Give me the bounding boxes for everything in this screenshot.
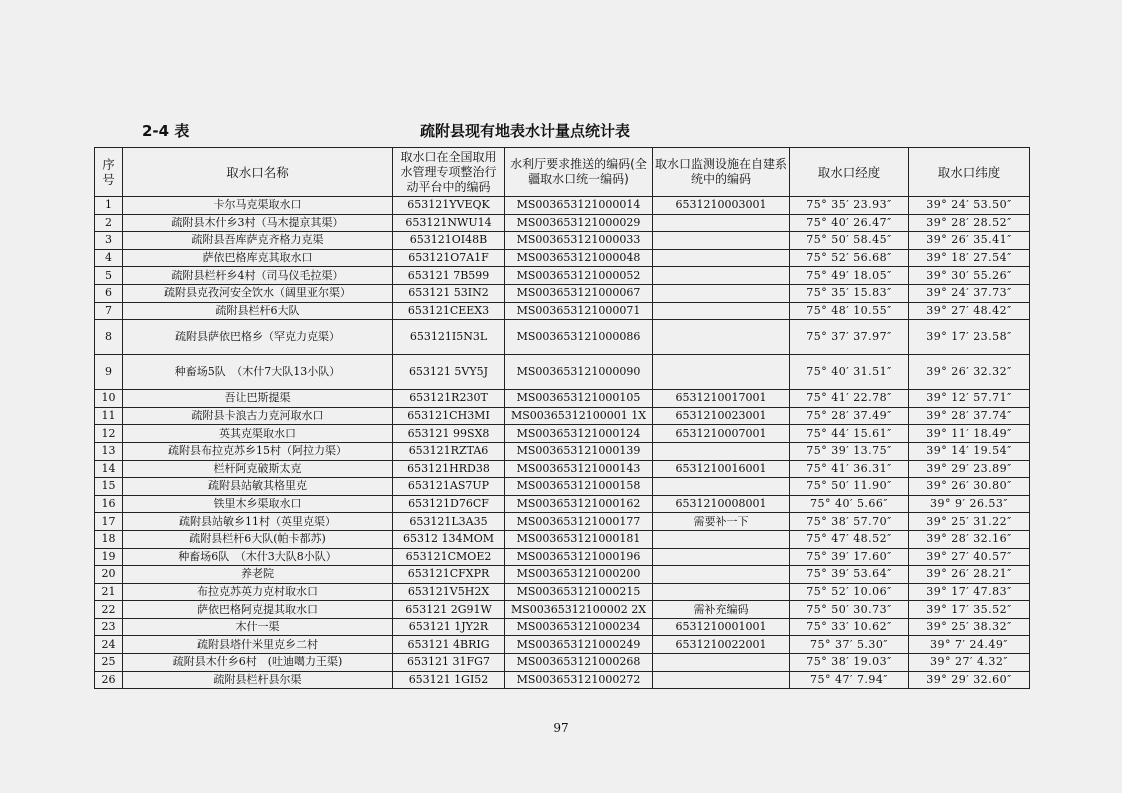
cell-national-code: 653121 2G91W xyxy=(393,601,505,619)
cell-self-code: 需要补一下 xyxy=(653,513,790,531)
table-row xyxy=(95,249,1030,267)
cell-longitude: 75° 28′ 37.49″ xyxy=(790,407,909,425)
cell-self-code: 6531210003001 xyxy=(653,197,790,215)
cell-national-code: 653121V5H2X xyxy=(393,583,505,601)
cell-national-code: 653121NWU14 xyxy=(393,214,505,232)
cell-dept-code: MS003653121000105 xyxy=(505,390,653,408)
cell-dept-code: MS003653121000272 xyxy=(505,671,653,689)
cell-intake-name: 疏附县塔什米里克乡二村 xyxy=(123,636,393,654)
cell-longitude: 75° 50′ 58.45″ xyxy=(790,232,909,250)
cell-national-code: 653121 1GI52 xyxy=(393,671,505,689)
table-row xyxy=(95,601,1030,619)
cell-self-code xyxy=(653,583,790,601)
cell-latitude: 39° 9′ 26.53″ xyxy=(909,495,1030,513)
cell-national-code: 653121D76CF xyxy=(393,495,505,513)
cell-dept-code: MS003653121000200 xyxy=(505,566,653,584)
table-row xyxy=(95,355,1030,390)
cell-national-code: 653121 5VY5J xyxy=(393,355,505,390)
cell-dept-code: MS003653121000124 xyxy=(505,425,653,443)
cell-intake-name: 疏附县木什乡6村 (吐迪噶力王渠) xyxy=(123,654,393,672)
cell-intake-name: 疏附县站敏其格里克 xyxy=(123,478,393,496)
cell-row-index: 14 xyxy=(95,460,123,478)
cell-intake-name: 种畜场5队 （木什7大队13小队） xyxy=(123,355,393,390)
cell-intake-name: 萨依巴格库克其取水口 xyxy=(123,249,393,267)
cell-row-index: 2 xyxy=(95,214,123,232)
cell-national-code: 653121AS7UP xyxy=(393,478,505,496)
cell-longitude: 75° 41′ 22.78″ xyxy=(790,390,909,408)
cell-national-code: 653121CEEX3 xyxy=(393,302,505,320)
table-row xyxy=(95,390,1030,408)
cell-self-code xyxy=(653,355,790,390)
header-row xyxy=(95,148,1030,197)
cell-intake-name: 木什一渠 xyxy=(123,618,393,636)
column-header-name: 取水口名称 xyxy=(123,148,393,197)
cell-latitude: 39° 28′ 32.16″ xyxy=(909,530,1030,548)
cell-national-code: 653121RZTA6 xyxy=(393,442,505,460)
cell-self-code xyxy=(653,548,790,566)
cell-dept-code: MS003653121000177 xyxy=(505,513,653,531)
table-row xyxy=(95,636,1030,654)
cell-national-code: 653121R230T xyxy=(393,390,505,408)
table-row xyxy=(95,320,1030,355)
cell-self-code xyxy=(653,530,790,548)
table-row xyxy=(95,302,1030,320)
cell-self-code xyxy=(653,284,790,302)
table-number: 2-4 表 xyxy=(142,122,190,140)
cell-intake-name: 疏附县栏杆乡4村（司马仪毛拉渠） xyxy=(123,267,393,285)
column-header-index: 序号 xyxy=(95,148,123,197)
cell-intake-name: 英其克渠取水口 xyxy=(123,425,393,443)
cell-national-code: 653121 53IN2 xyxy=(393,284,505,302)
cell-national-code: 653121 4BRIG xyxy=(393,636,505,654)
cell-national-code: 653121YVEQK xyxy=(393,197,505,215)
cell-latitude: 39° 25′ 31.22″ xyxy=(909,513,1030,531)
cell-intake-name: 疏附县萨依巴格乡（罕克力克渠） xyxy=(123,320,393,355)
cell-row-index: 1 xyxy=(95,197,123,215)
table-row xyxy=(95,214,1030,232)
cell-row-index: 3 xyxy=(95,232,123,250)
cell-row-index: 13 xyxy=(95,442,123,460)
cell-longitude: 75° 39′ 13.75″ xyxy=(790,442,909,460)
cell-latitude: 39° 29′ 32.60″ xyxy=(909,671,1030,689)
cell-national-code: 653121 99SX8 xyxy=(393,425,505,443)
cell-longitude: 75° 48′ 10.55″ xyxy=(790,302,909,320)
cell-row-index: 22 xyxy=(95,601,123,619)
cell-intake-name: 铁里木乡渠取水口 xyxy=(123,495,393,513)
table-row xyxy=(95,425,1030,443)
table-row xyxy=(95,654,1030,672)
table-row xyxy=(95,232,1030,250)
cell-self-code xyxy=(653,302,790,320)
cell-dept-code: MS003653121000215 xyxy=(505,583,653,601)
cell-row-index: 6 xyxy=(95,284,123,302)
cell-dept-code: MS003653121000014 xyxy=(505,197,653,215)
cell-latitude: 39° 24′ 37.73″ xyxy=(909,284,1030,302)
cell-national-code: 653121CH3MI xyxy=(393,407,505,425)
cell-latitude: 39° 7′ 24.49″ xyxy=(909,636,1030,654)
cell-intake-name: 疏附县站敏乡11村（英里克渠） xyxy=(123,513,393,531)
table-title: 疏附县现有地表水计量点统计表 xyxy=(420,122,631,140)
cell-self-code: 6531210001001 xyxy=(653,618,790,636)
cell-self-code xyxy=(653,566,790,584)
cell-latitude: 39° 25′ 38.32″ xyxy=(909,618,1030,636)
cell-longitude: 75° 47′ 7.94″ xyxy=(790,671,909,689)
cell-row-index: 7 xyxy=(95,302,123,320)
page-number: 97 xyxy=(553,721,569,735)
cell-dept-code: MS003653121000052 xyxy=(505,267,653,285)
cell-row-index: 10 xyxy=(95,390,123,408)
cell-self-code: 6531210008001 xyxy=(653,495,790,513)
cell-dept-code: MS003653121000090 xyxy=(505,355,653,390)
cell-intake-name: 疏附县栏杆6大队(帕卡都苏) xyxy=(123,530,393,548)
cell-longitude: 75° 44′ 15.61″ xyxy=(790,425,909,443)
cell-intake-name: 疏附县卡浪古力克河取水口 xyxy=(123,407,393,425)
cell-self-code xyxy=(653,267,790,285)
table-row xyxy=(95,478,1030,496)
cell-self-code xyxy=(653,249,790,267)
cell-dept-code: MS003653121000181 xyxy=(505,530,653,548)
cell-latitude: 39° 26′ 32.32″ xyxy=(909,355,1030,390)
cell-intake-name: 卡尔马克渠取水口 xyxy=(123,197,393,215)
table-row xyxy=(95,495,1030,513)
cell-row-index: 23 xyxy=(95,618,123,636)
cell-latitude: 39° 27′ 4.32″ xyxy=(909,654,1030,672)
page-header xyxy=(0,120,1122,142)
cell-row-index: 21 xyxy=(95,583,123,601)
cell-row-index: 12 xyxy=(95,425,123,443)
table-row xyxy=(95,267,1030,285)
cell-row-index: 18 xyxy=(95,530,123,548)
cell-longitude: 75° 52′ 56.68″ xyxy=(790,249,909,267)
cell-latitude: 39° 11′ 18.49″ xyxy=(909,425,1030,443)
table-row xyxy=(95,407,1030,425)
cell-longitude: 75° 40′ 5.66″ xyxy=(790,495,909,513)
cell-dept-code: MS00365312100002 2X xyxy=(505,601,653,619)
cell-row-index: 24 xyxy=(95,636,123,654)
cell-national-code: 653121 1JY2R xyxy=(393,618,505,636)
table-row xyxy=(95,583,1030,601)
cell-dept-code: MS003653121000033 xyxy=(505,232,653,250)
cell-latitude: 39° 17′ 35.52″ xyxy=(909,601,1030,619)
cell-row-index: 19 xyxy=(95,548,123,566)
cell-longitude: 75° 50′ 30.73″ xyxy=(790,601,909,619)
cell-dept-code: MS003653121000067 xyxy=(505,284,653,302)
cell-intake-name: 疏附县吾库萨克齐格力克渠 xyxy=(123,232,393,250)
cell-intake-name: 疏附县克孜河安全饮水（阔里亚尔渠） xyxy=(123,284,393,302)
cell-longitude: 75° 38′ 57.70″ xyxy=(790,513,909,531)
cell-national-code: 653121O7A1F xyxy=(393,249,505,267)
table-row xyxy=(95,442,1030,460)
table-row xyxy=(95,548,1030,566)
cell-self-code: 6531210023001 xyxy=(653,407,790,425)
cell-self-code: 6531210022001 xyxy=(653,636,790,654)
column-header-latitude: 取水口纬度 xyxy=(909,148,1030,197)
cell-row-index: 5 xyxy=(95,267,123,285)
cell-national-code: 653121CFXPR xyxy=(393,566,505,584)
cell-dept-code: MS003653121000139 xyxy=(505,442,653,460)
column-header-national-code: 取水口在全国取用水管理专项整治行动平台中的编码 xyxy=(393,148,505,197)
cell-dept-code: MS003653121000162 xyxy=(505,495,653,513)
cell-national-code: 653121CMOE2 xyxy=(393,548,505,566)
cell-dept-code: MS003653121000196 xyxy=(505,548,653,566)
table-body xyxy=(95,197,1030,689)
cell-self-code: 6531210017001 xyxy=(653,390,790,408)
cell-intake-name: 疏附县木什乡3村（马木提京其渠） xyxy=(123,214,393,232)
cell-latitude: 39° 27′ 40.57″ xyxy=(909,548,1030,566)
cell-intake-name: 养老院 xyxy=(123,566,393,584)
table-row xyxy=(95,513,1030,531)
cell-longitude: 75° 40′ 31.51″ xyxy=(790,355,909,390)
cell-national-code: 653121OI48B xyxy=(393,232,505,250)
cell-dept-code: MS003653121000029 xyxy=(505,214,653,232)
cell-row-index: 8 xyxy=(95,320,123,355)
cell-intake-name: 疏附县栏杆6大队 xyxy=(123,302,393,320)
cell-dept-code: MS00365312100001 1X xyxy=(505,407,653,425)
cell-dept-code: MS003653121000071 xyxy=(505,302,653,320)
cell-row-index: 20 xyxy=(95,566,123,584)
cell-latitude: 39° 18′ 27.54″ xyxy=(909,249,1030,267)
table-row xyxy=(95,566,1030,584)
cell-self-code xyxy=(653,232,790,250)
column-header-longitude: 取水口经度 xyxy=(790,148,909,197)
cell-self-code xyxy=(653,478,790,496)
table-row xyxy=(95,671,1030,689)
cell-longitude: 75° 52′ 10.06″ xyxy=(790,583,909,601)
cell-latitude: 39° 28′ 37.74″ xyxy=(909,407,1030,425)
cell-self-code: 需补充编码 xyxy=(653,601,790,619)
cell-dept-code: MS003653121000249 xyxy=(505,636,653,654)
cell-intake-name: 种畜场6队 （木什3大队8小队） xyxy=(123,548,393,566)
cell-intake-name: 疏附县栏杆县尔渠 xyxy=(123,671,393,689)
cell-intake-name: 疏附县布拉克苏乡15村（阿拉力渠） xyxy=(123,442,393,460)
cell-latitude: 39° 17′ 23.58″ xyxy=(909,320,1030,355)
cell-latitude: 39° 26′ 35.41″ xyxy=(909,232,1030,250)
cell-latitude: 39° 14′ 19.54″ xyxy=(909,442,1030,460)
cell-row-index: 4 xyxy=(95,249,123,267)
cell-national-code: 65312 134MOM xyxy=(393,530,505,548)
cell-intake-name: 萨依巴格阿克提其取水口 xyxy=(123,601,393,619)
cell-longitude: 75° 39′ 17.60″ xyxy=(790,548,909,566)
cell-self-code xyxy=(653,671,790,689)
cell-self-code xyxy=(653,442,790,460)
cell-dept-code: MS003653121000268 xyxy=(505,654,653,672)
cell-row-index: 15 xyxy=(95,478,123,496)
cell-dept-code: MS003653121000086 xyxy=(505,320,653,355)
cell-national-code: 653121HRD38 xyxy=(393,460,505,478)
column-header-self-code: 取水口监测设施在自建系统中的编码 xyxy=(653,148,790,197)
cell-longitude: 75° 41′ 36.31″ xyxy=(790,460,909,478)
cell-latitude: 39° 12′ 57.71″ xyxy=(909,390,1030,408)
table-row xyxy=(95,618,1030,636)
cell-latitude: 39° 26′ 30.80″ xyxy=(909,478,1030,496)
cell-longitude: 75° 38′ 19.03″ xyxy=(790,654,909,672)
cell-longitude: 75° 37′ 5.30″ xyxy=(790,636,909,654)
cell-longitude: 75° 49′ 18.05″ xyxy=(790,267,909,285)
cell-latitude: 39° 26′ 28.21″ xyxy=(909,566,1030,584)
cell-longitude: 75° 35′ 15.83″ xyxy=(790,284,909,302)
cell-national-code: 653121 7B599 xyxy=(393,267,505,285)
cell-national-code: 653121 31FG7 xyxy=(393,654,505,672)
cell-row-index: 26 xyxy=(95,671,123,689)
column-header-dept-code: 水利厅要求推送的编码(全疆取水口统一编码) xyxy=(505,148,653,197)
table-row xyxy=(95,197,1030,215)
cell-dept-code: MS003653121000048 xyxy=(505,249,653,267)
cell-row-index: 16 xyxy=(95,495,123,513)
table-row xyxy=(95,284,1030,302)
cell-national-code: 653121L3A35 xyxy=(393,513,505,531)
cell-self-code: 6531210007001 xyxy=(653,425,790,443)
cell-longitude: 75° 39′ 53.64″ xyxy=(790,566,909,584)
cell-intake-name: 栏杆阿克破斯太克 xyxy=(123,460,393,478)
cell-longitude: 75° 50′ 11.90″ xyxy=(790,478,909,496)
cell-longitude: 75° 35′ 23.93″ xyxy=(790,197,909,215)
table-row xyxy=(95,530,1030,548)
cell-intake-name: 布拉克苏英力克村取水口 xyxy=(123,583,393,601)
cell-latitude: 39° 24′ 53.50″ xyxy=(909,197,1030,215)
cell-longitude: 75° 37′ 37.97″ xyxy=(790,320,909,355)
cell-latitude: 39° 30′ 55.26″ xyxy=(909,267,1030,285)
cell-longitude: 75° 47′ 48.52″ xyxy=(790,530,909,548)
cell-latitude: 39° 29′ 23.89″ xyxy=(909,460,1030,478)
cell-dept-code: MS003653121000143 xyxy=(505,460,653,478)
table-row xyxy=(95,460,1030,478)
cell-row-index: 17 xyxy=(95,513,123,531)
cell-latitude: 39° 17′ 47.83″ xyxy=(909,583,1030,601)
metering-points-table xyxy=(94,147,1030,689)
cell-row-index: 9 xyxy=(95,355,123,390)
cell-self-code xyxy=(653,320,790,355)
cell-row-index: 11 xyxy=(95,407,123,425)
cell-self-code xyxy=(653,654,790,672)
cell-longitude: 75° 33′ 10.62″ xyxy=(790,618,909,636)
cell-row-index: 25 xyxy=(95,654,123,672)
cell-self-code: 6531210016001 xyxy=(653,460,790,478)
cell-self-code xyxy=(653,214,790,232)
cell-dept-code: MS003653121000234 xyxy=(505,618,653,636)
cell-latitude: 39° 27′ 48.42″ xyxy=(909,302,1030,320)
cell-national-code: 653121I5N3L xyxy=(393,320,505,355)
cell-intake-name: 吾让巴斯提渠 xyxy=(123,390,393,408)
cell-longitude: 75° 40′ 26.47″ xyxy=(790,214,909,232)
cell-dept-code: MS003653121000158 xyxy=(505,478,653,496)
cell-latitude: 39° 28′ 28.52″ xyxy=(909,214,1030,232)
